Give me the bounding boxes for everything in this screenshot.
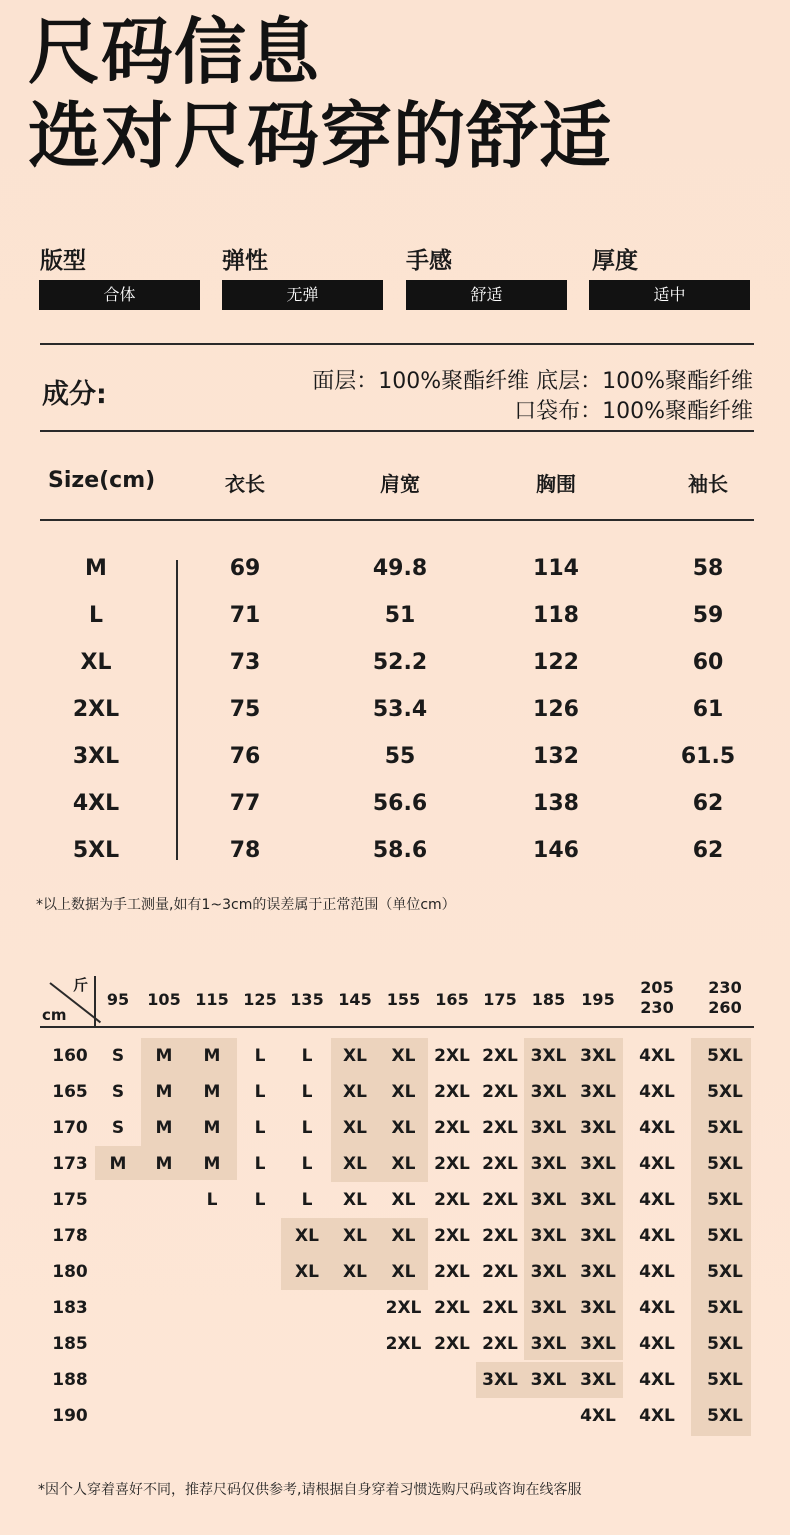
recommended-size: M <box>203 1082 221 1102</box>
recommended-size: M <box>155 1046 173 1066</box>
recommended-size: 3XL <box>530 1118 567 1138</box>
title-line-2: 选对尺码穿的舒适 <box>28 94 613 178</box>
recommended-size: 5XL <box>707 1226 743 1246</box>
size-value: 71 <box>229 603 261 628</box>
size-value: 49.8 <box>372 556 428 581</box>
recommended-size: XL <box>343 1226 367 1246</box>
recommended-size: 4XL <box>639 1154 675 1174</box>
recommended-size: XL <box>391 1046 416 1066</box>
size-label: 4XL <box>72 791 120 816</box>
size-value: 78 <box>229 838 261 863</box>
attr-label-elasticity: 弹性 <box>222 248 268 274</box>
size-value: 55 <box>384 744 416 769</box>
recommended-size: M <box>203 1154 221 1174</box>
recommended-size: 3XL <box>580 1118 616 1138</box>
header-divider <box>40 1026 754 1028</box>
recommended-size: 4XL <box>639 1334 675 1354</box>
weight-header: 205 230 <box>640 978 674 1017</box>
composition-line-1: 面层：100%聚酯纤维 底层：100%聚酯纤维 <box>312 369 753 394</box>
size-label: XL <box>80 650 112 675</box>
recommended-size: 4XL <box>639 1226 675 1246</box>
height-label: 180 <box>52 1262 88 1282</box>
recommended-size: 2XL <box>434 1082 470 1102</box>
recommended-size: 3XL <box>530 1334 567 1354</box>
recommended-size: 5XL <box>707 1118 743 1138</box>
recommended-size: 2XL <box>385 1298 422 1318</box>
size-value: 69 <box>229 556 261 581</box>
recommended-size: 3XL <box>580 1046 616 1066</box>
column-divider <box>176 560 178 860</box>
height-label: 170 <box>52 1118 88 1138</box>
composition-line-2: 口袋布：100%聚酯纤维 <box>514 399 753 424</box>
recommended-size: 3XL <box>530 1226 567 1246</box>
size-value: 53.4 <box>372 697 428 722</box>
attr-value-elasticity: 无弹 <box>222 280 383 310</box>
size-value: 62 <box>692 838 724 863</box>
attr-value-fit: 合体 <box>39 280 200 310</box>
size-value: 118 <box>533 603 579 628</box>
size-value: 62 <box>692 791 724 816</box>
recommended-size: L <box>301 1118 313 1138</box>
recommended-size: 5XL <box>707 1406 743 1426</box>
height-label: 188 <box>52 1370 88 1390</box>
recommended-size: M <box>203 1046 221 1066</box>
recommended-size: 2XL <box>482 1118 518 1138</box>
size-header-chest: 胸围 <box>536 472 576 496</box>
attr-value-thickness: 适中 <box>589 280 750 310</box>
recommended-size: L <box>301 1190 313 1210</box>
attr-label-thickness: 厚度 <box>592 248 638 274</box>
recommended-size: 5XL <box>707 1298 743 1318</box>
weight-header: 185 <box>531 990 566 1009</box>
recommended-size: 2XL <box>434 1154 470 1174</box>
size-note: *以上数据为手工测量,如有1~3cm的误差属于正常范围（单位cm） <box>36 897 456 913</box>
weight-header: 125 <box>243 990 277 1009</box>
recommended-size: XL <box>343 1190 367 1210</box>
weight-header: 135 <box>290 990 324 1009</box>
size-value: 146 <box>533 838 579 863</box>
recommended-size: L <box>254 1118 266 1138</box>
recommended-size: 3XL <box>530 1298 567 1318</box>
recommended-size: 5XL <box>707 1046 743 1066</box>
recommended-size: M <box>155 1154 173 1174</box>
recommended-size: XL <box>343 1046 367 1066</box>
recommended-size: L <box>254 1190 266 1210</box>
size-value: 56.6 <box>372 791 428 816</box>
recommended-size: L <box>301 1154 313 1174</box>
recommended-size: XL <box>343 1262 367 1282</box>
size-label: M <box>85 556 107 581</box>
recommended-size: XL <box>391 1190 416 1210</box>
recommended-size: 3XL <box>530 1082 567 1102</box>
recommended-size: 3XL <box>580 1082 616 1102</box>
recommended-size: L <box>254 1046 266 1066</box>
size-header-sleeve: 袖长 <box>688 472 728 496</box>
size-label: 3XL <box>72 744 120 769</box>
recommended-size: 2XL <box>482 1154 518 1174</box>
size-value: 59 <box>692 603 724 628</box>
recommended-size: 3XL <box>580 1190 616 1210</box>
recommended-size: XL <box>391 1082 416 1102</box>
recommended-size: L <box>301 1046 313 1066</box>
weight-header: 115 <box>195 990 229 1009</box>
size-value: 61.5 <box>680 744 736 769</box>
size-value: 76 <box>229 744 261 769</box>
size-value: 61 <box>692 697 724 722</box>
size-value: 52.2 <box>372 650 428 675</box>
recommended-size: 3XL <box>482 1370 518 1390</box>
recommended-size: 3XL <box>530 1370 567 1390</box>
recommended-size: 4XL <box>580 1406 616 1426</box>
recommended-size: 3XL <box>580 1370 616 1390</box>
height-label: 173 <box>52 1154 88 1174</box>
size-value: 122 <box>533 650 579 675</box>
recommended-size: 3XL <box>580 1154 616 1174</box>
recommended-size: M <box>109 1154 127 1174</box>
recommended-size: S <box>111 1046 125 1066</box>
recommended-size: 4XL <box>639 1370 675 1390</box>
recommended-size: 2XL <box>482 1190 518 1210</box>
recommended-size: 2XL <box>434 1334 470 1354</box>
recommended-size: 5XL <box>707 1082 743 1102</box>
attr-label-fit: 版型 <box>40 248 86 274</box>
divider <box>40 343 754 345</box>
corner-height-unit: cm <box>42 1006 67 1024</box>
recommended-size: M <box>203 1118 221 1138</box>
recommended-size: 5XL <box>707 1154 743 1174</box>
recommended-size: XL <box>343 1118 367 1138</box>
title-line-1: 尺码信息 <box>28 10 321 94</box>
recommended-size: M <box>155 1082 173 1102</box>
recommended-size: 3XL <box>530 1046 567 1066</box>
recommended-size: 2XL <box>482 1334 518 1354</box>
size-value: 58 <box>692 556 724 581</box>
recommended-size: 4XL <box>639 1190 675 1210</box>
recommended-size: XL <box>391 1262 416 1282</box>
size-value: 58.6 <box>372 838 428 863</box>
size-header-shoulder: 肩宽 <box>380 472 420 496</box>
size-label: 5XL <box>72 838 120 863</box>
recommended-size: M <box>155 1118 173 1138</box>
size-value: 60 <box>692 650 724 675</box>
recommended-size: S <box>111 1118 125 1138</box>
recommended-size: 2XL <box>434 1226 470 1246</box>
recommended-size: XL <box>391 1118 416 1138</box>
weight-header: 230 260 <box>708 978 742 1017</box>
attr-label-feel: 手感 <box>406 248 452 274</box>
recommended-size: 2XL <box>482 1226 518 1246</box>
recommended-size: 2XL <box>434 1046 470 1066</box>
size-value: 73 <box>229 650 261 675</box>
recommended-size: 4XL <box>639 1262 675 1282</box>
divider <box>40 519 754 521</box>
size-header-size: Size(cm) <box>48 468 156 493</box>
recommended-size: 4XL <box>639 1406 675 1426</box>
divider <box>40 430 754 432</box>
weight-header: 95 <box>106 990 130 1009</box>
recommendation-note: *因个人穿着喜好不同，推荐尺码仅供参考,请根据自身穿着习惯选购尺码或咨询在线客服 <box>38 1482 582 1498</box>
recommended-size: 2XL <box>385 1334 422 1354</box>
height-label: 165 <box>52 1082 88 1102</box>
corner-weight-unit: 斤 <box>73 976 89 994</box>
recommended-size: 5XL <box>707 1370 743 1390</box>
recommended-size: XL <box>295 1262 319 1282</box>
recommended-size: 4XL <box>639 1298 675 1318</box>
recommended-size: XL <box>343 1154 367 1174</box>
weight-header: 145 <box>338 990 372 1009</box>
size-value: 75 <box>229 697 261 722</box>
size-value: 77 <box>229 791 261 816</box>
size-value: 138 <box>533 791 579 816</box>
height-label: 183 <box>52 1298 88 1318</box>
weight-header: 165 <box>435 990 469 1009</box>
height-label: 185 <box>52 1334 88 1354</box>
recommended-size: XL <box>295 1226 319 1246</box>
attr-value-feel: 舒适 <box>406 280 567 310</box>
recommended-size: 2XL <box>482 1082 518 1102</box>
weight-header: 175 <box>483 990 517 1009</box>
height-label: 190 <box>52 1406 88 1426</box>
recommended-size: 2XL <box>434 1190 470 1210</box>
size-value: 132 <box>533 744 579 769</box>
recommended-size: 2XL <box>434 1298 470 1318</box>
recommended-size: 2XL <box>482 1298 518 1318</box>
recommended-size: 3XL <box>530 1262 567 1282</box>
size-value: 51 <box>384 603 416 628</box>
weight-header: 105 <box>147 990 181 1009</box>
recommended-size: 3XL <box>580 1298 616 1318</box>
recommended-size: S <box>111 1082 125 1102</box>
recommended-size: 4XL <box>639 1118 675 1138</box>
recommended-size: L <box>301 1082 313 1102</box>
weight-header: 195 <box>581 990 615 1009</box>
recommended-size: XL <box>391 1154 416 1174</box>
recommended-size: 2XL <box>482 1046 518 1066</box>
recommended-size: 3XL <box>530 1154 567 1174</box>
recommended-size: 3XL <box>530 1190 567 1210</box>
size-label: 2XL <box>72 697 120 722</box>
size-label: L <box>88 603 104 628</box>
recommended-size: 5XL <box>707 1262 743 1282</box>
recommended-size: 3XL <box>580 1262 616 1282</box>
recommended-size: 3XL <box>580 1334 616 1354</box>
recommended-size: XL <box>343 1082 367 1102</box>
recommended-size: 2XL <box>434 1118 470 1138</box>
recommended-size: 4XL <box>639 1082 675 1102</box>
size-header-length: 衣长 <box>225 472 265 496</box>
height-label: 160 <box>52 1046 88 1066</box>
recommended-size: 3XL <box>580 1226 616 1246</box>
size-value: 126 <box>533 697 579 722</box>
composition-label: 成分: <box>42 379 107 410</box>
height-label: 178 <box>52 1226 88 1246</box>
height-label: 175 <box>52 1190 88 1210</box>
recommended-size: L <box>206 1190 218 1210</box>
recommended-size: XL <box>391 1226 416 1246</box>
size-value: 114 <box>533 556 579 581</box>
recommended-size: 5XL <box>707 1334 743 1354</box>
recommended-size: 2XL <box>434 1262 470 1282</box>
weight-header: 155 <box>386 990 421 1009</box>
recommended-size: 5XL <box>707 1190 743 1210</box>
recommended-size: 4XL <box>639 1046 675 1066</box>
recommended-size: L <box>254 1082 266 1102</box>
recommended-size: L <box>254 1154 266 1174</box>
recommended-size: 2XL <box>482 1262 518 1282</box>
